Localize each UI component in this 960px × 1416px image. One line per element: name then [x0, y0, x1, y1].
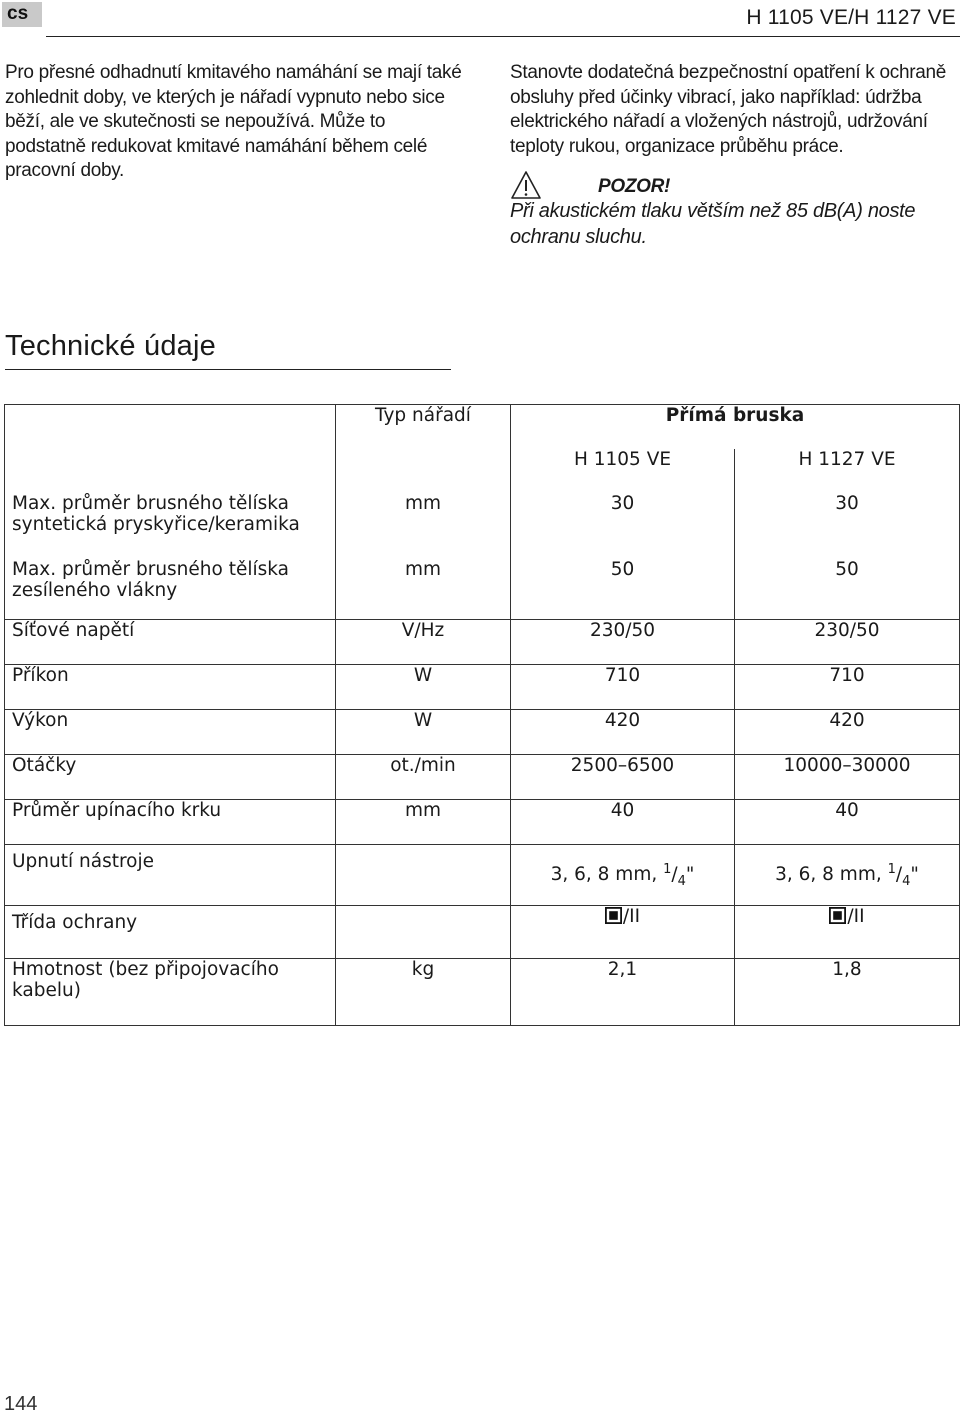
row-value-1: 50	[511, 559, 735, 620]
warning-title: POZOR!	[598, 176, 671, 197]
table-row	[5, 710, 960, 755]
table-row	[5, 559, 960, 620]
row-value-2: 40	[735, 800, 960, 845]
row-label: Max. průměr brusného tělíska syntetická pryskyřice/keramika	[5, 493, 336, 559]
row-unit: V/Hz	[336, 620, 511, 665]
row-label: Třída ochrany	[5, 906, 336, 959]
row-unit: kg	[336, 959, 511, 1026]
header-divider	[46, 36, 960, 37]
document-title: H 1105 VE/H 1127 VE	[746, 6, 956, 29]
warning-row	[510, 172, 950, 198]
row-label: Průměr upínacího krku	[5, 800, 336, 845]
row-value-2: 30	[735, 493, 960, 559]
row-value-1: 2,1	[511, 959, 735, 1026]
row-label: Max. průměr brusného tělíska zesíleného vlákny	[5, 559, 336, 620]
protection-class-icon	[605, 907, 622, 924]
row-value-2: 10000–30000	[735, 755, 960, 800]
page-number: 144	[4, 1393, 38, 1415]
row-value-2: 230/50	[735, 620, 960, 665]
row-value-1: 30	[511, 493, 735, 559]
row-label: Výkon	[5, 710, 336, 755]
row-label: Upnutí nástroje	[5, 845, 336, 906]
row-value-1: 420	[511, 710, 735, 755]
row-unit: mm	[336, 493, 511, 559]
row-value-2: 1,8	[735, 959, 960, 1026]
table-row	[5, 493, 960, 559]
row-unit: mm	[336, 559, 511, 620]
row-unit: W	[336, 665, 511, 710]
row-label: Otáčky	[5, 755, 336, 800]
intro-right-paragraph: Stanovte dodatečná bezpečnostní opatření k ochraně obsluhy před účinky vibrací, jako například: údržba elektrického nářadí a vložených nástrojů, udržování teploty rukou, organizace průběhu práce.	[510, 62, 947, 157]
warning-triangle-icon	[510, 170, 542, 200]
table-header-empty-cell	[5, 405, 336, 450]
table-row	[5, 665, 960, 710]
warning-text: Při akustickém tlaku větším než 85 dB(A) noste ochranu sluchu.	[510, 200, 916, 248]
model-2-header: H 1127 VE	[735, 449, 960, 493]
row-value-2: /II	[735, 906, 960, 959]
table-row	[5, 620, 960, 665]
table-model-row	[5, 449, 960, 493]
row-value-1: 710	[511, 665, 735, 710]
row-unit: W	[336, 710, 511, 755]
row-unit: ot./min	[336, 755, 511, 800]
row-value-2: 50	[735, 559, 960, 620]
row-label: Příkon	[5, 665, 336, 710]
row-value-2: 420	[735, 710, 960, 755]
section-heading: Technické údaje	[5, 330, 216, 362]
language-badge: cs	[2, 2, 42, 27]
table-row	[5, 959, 960, 1026]
row-value-1: 3, 6, 8 mm, $^1/_4$"	[511, 845, 735, 906]
row-unit	[336, 906, 511, 959]
row-value-1: 40	[511, 800, 735, 845]
row-unit	[336, 845, 511, 906]
table-row	[5, 845, 960, 906]
section-heading-underline	[5, 369, 451, 370]
table-row	[5, 906, 960, 959]
row-value-1: 230/50	[511, 620, 735, 665]
row-value-1: 2500–6500	[511, 755, 735, 800]
row-value-2: 710	[735, 665, 960, 710]
table-row	[5, 755, 960, 800]
table-row	[5, 800, 960, 845]
intro-right-column	[510, 61, 950, 250]
row-value-1: /II	[511, 906, 735, 959]
intro-left-column	[5, 61, 465, 184]
row-unit: mm	[336, 800, 511, 845]
group-label: Přímá bruska	[511, 405, 960, 450]
model-1-header: H 1105 VE	[511, 449, 735, 493]
row-label: Hmotnost (bez připojovacího kabelu)	[5, 959, 336, 1026]
technical-data-table	[4, 404, 960, 1026]
intro-left-paragraph: Pro přesné odhadnutí kmitavého namáhání se mají také zohlednit doby, ve kterých je nářadí vypnuto nebo sice běží, ale ve skutečnosti se nepoužívá. Může to podstatně redukovat kmitavé namáhání během celé pracovní doby.	[5, 62, 462, 181]
protection-class-icon	[829, 907, 846, 924]
row-value-2: 3, 6, 8 mm, $^1/_4$"	[735, 845, 960, 906]
row-label: Síťové napětí	[5, 620, 336, 665]
table-header-row	[5, 405, 960, 450]
type-label: Typ nářadí	[336, 405, 511, 450]
